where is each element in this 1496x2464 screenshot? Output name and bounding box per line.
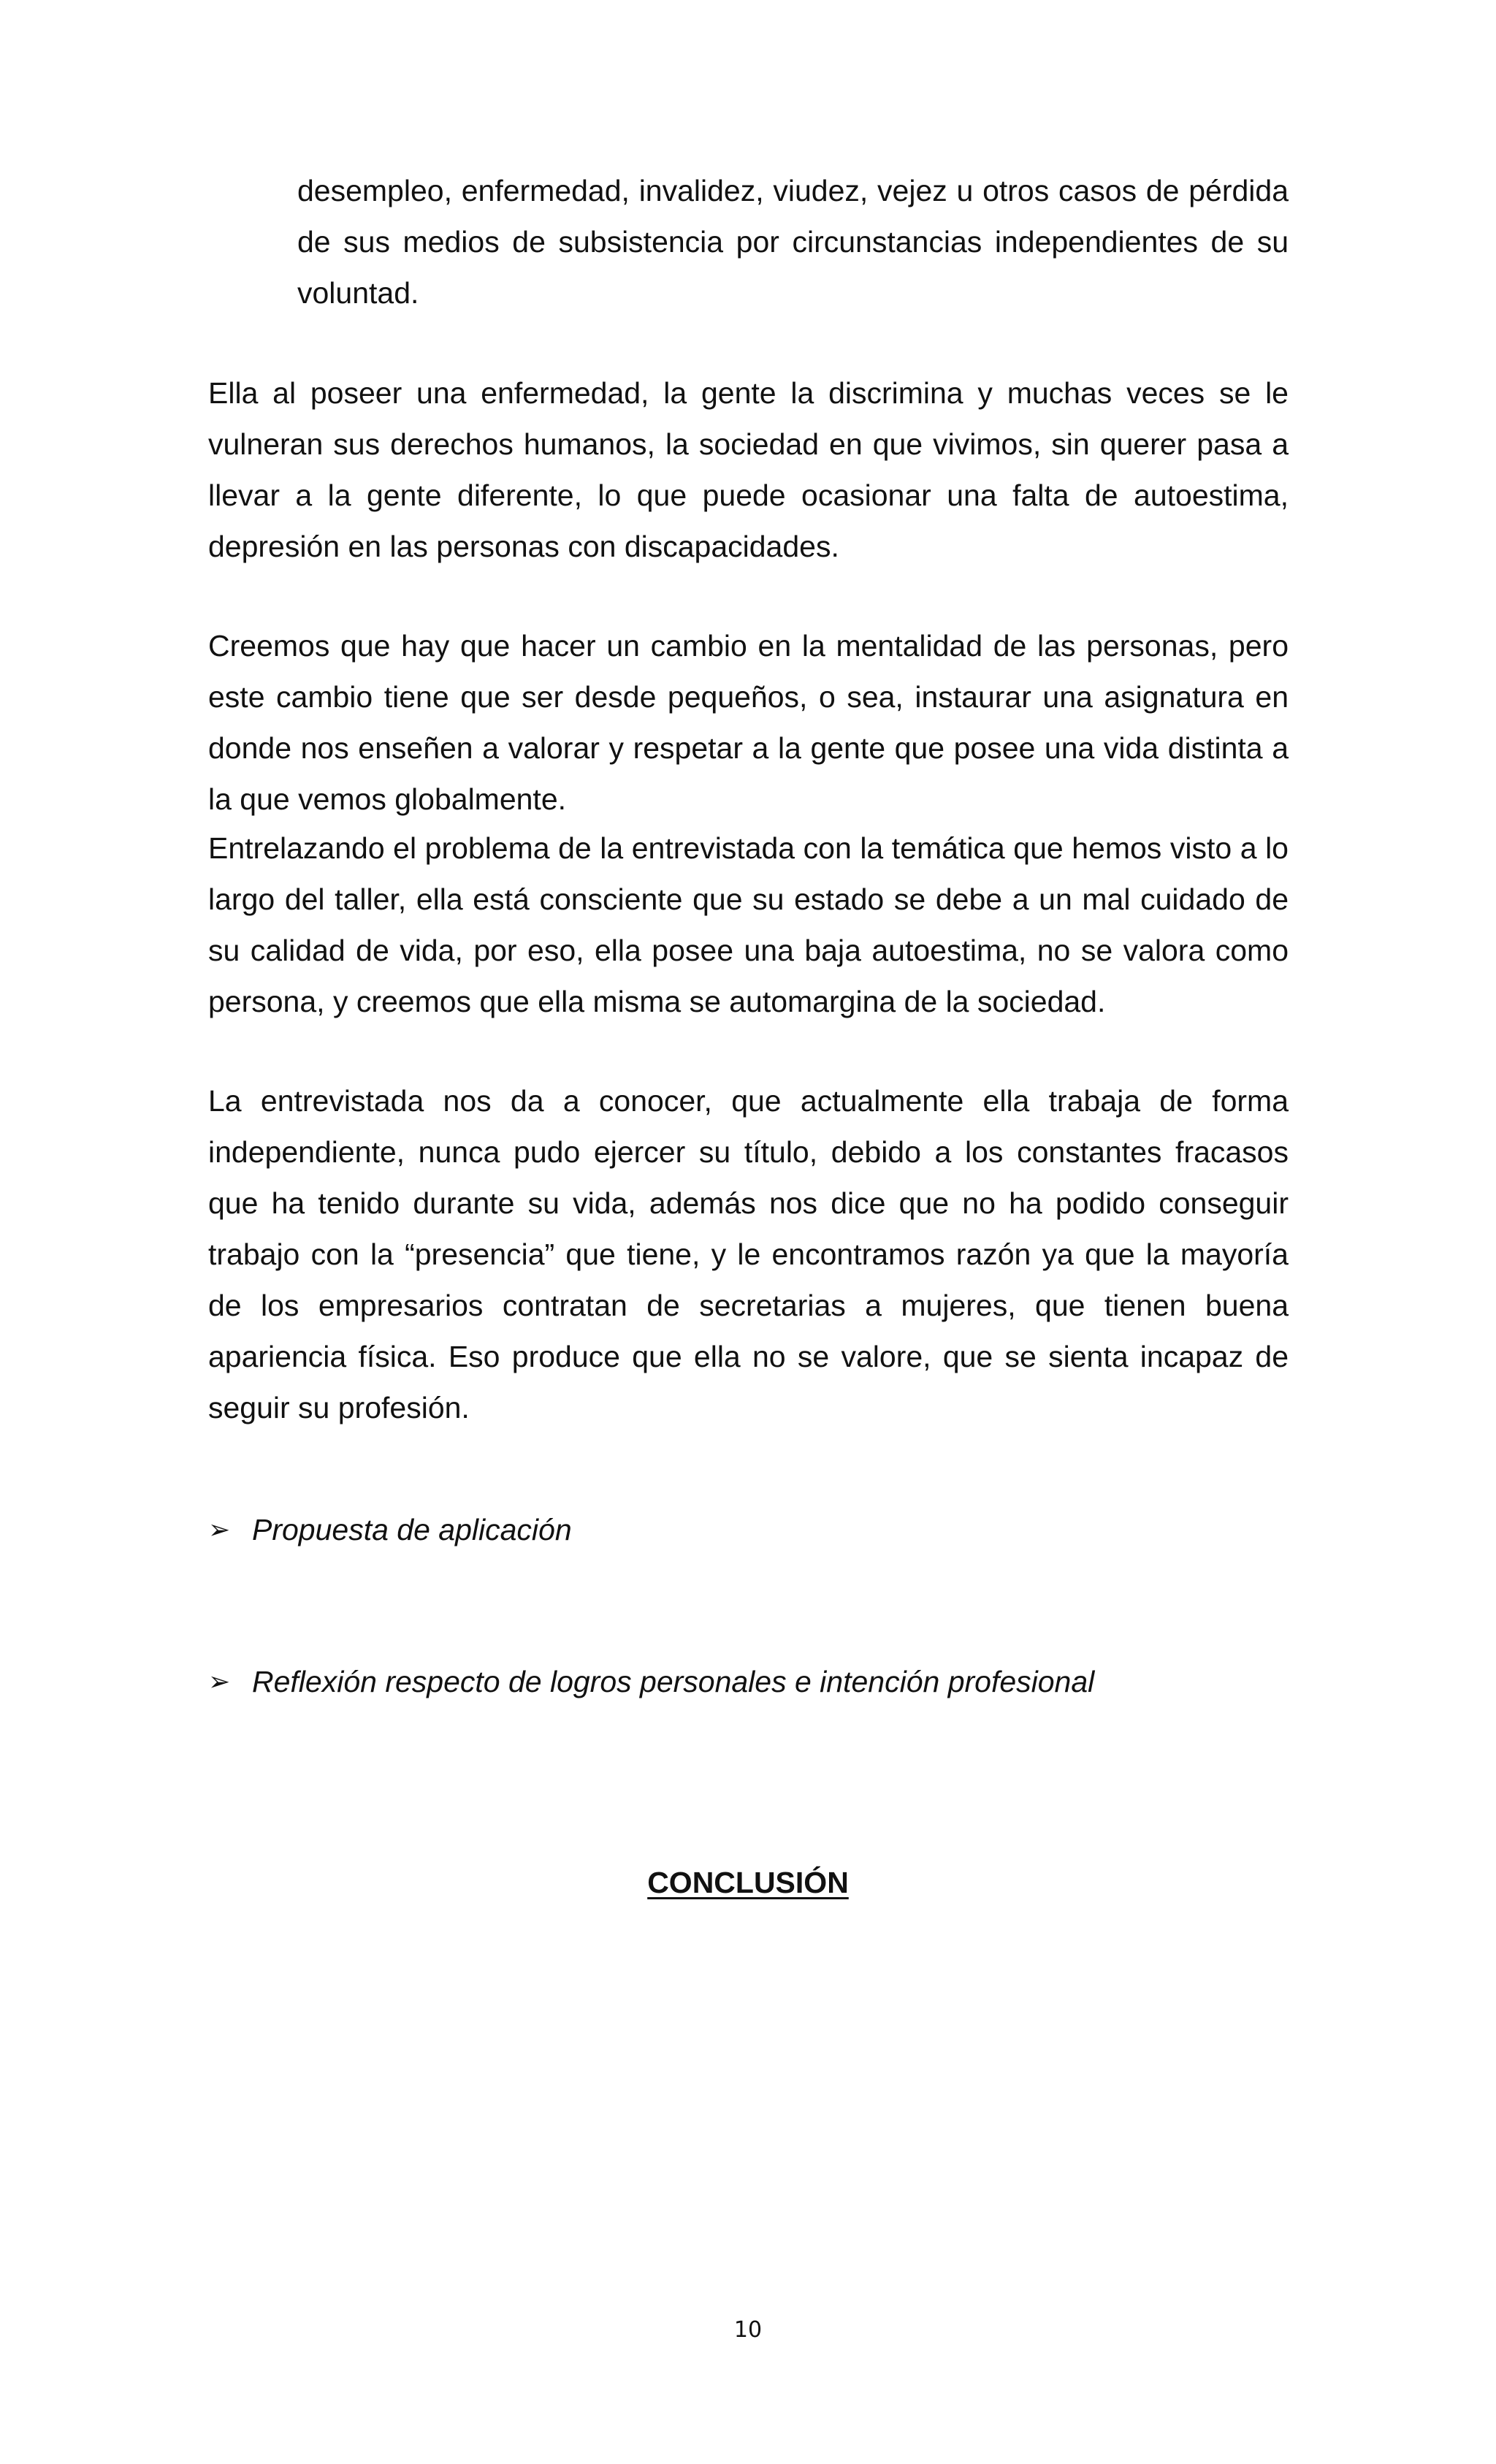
arrow-bullet-icon: ➢ [208, 1515, 231, 1545]
bullet-item-proposal [208, 1508, 572, 1552]
paragraph-quote-continuation: desempleo, enfermedad, invalidez, viudez, vejez u otros casos de pérdida de sus medios de subsistencia por circunstancias independientes de su voluntad. [297, 174, 1289, 310]
page-number: 10 [733, 2317, 763, 2343]
paragraph-discrimination: Ella al poseer una enfermedad, la gente la discrimina y muchas veces se le vulneran sus derechos humanos, la sociedad en que vivimos, sin querer pasa a llevar a la gente diferente, lo que puede ocasionar una falta de autoestima, depresión en las personas con discapacidades. [208, 376, 1289, 563]
arrow-bullet-icon: ➢ [208, 1667, 231, 1697]
section-heading-conclusion: CONCLUSIÓN [647, 1866, 849, 1899]
paragraph-interview-work: La entrevistada nos da a conocer, que actualmente ella trabaja de forma independiente, nunca pudo ejercer su título, debido a los constantes fracasos que ha tenido durante su vida, además nos dice que no ha podido conseguir trabajo con la “presencia” que tiene, y le encontramos razón ya que la mayoría de los empresarios contratan de secretarias a mujeres, que tienen buena apariencia física. Eso produce que ella no se valore, que se sienta incapaz de seguir su profesión. [208, 1084, 1289, 1424]
bullet-item-label: Propuesta de aplicación [252, 1513, 572, 1546]
bullet-item-label: Reflexión respecto de logros personales e intención profesional [252, 1665, 1095, 1698]
paragraph-interview-problem: Entrelazando el problema de la entrevistada con la temática que hemos visto a lo largo del taller, ella está consciente que su estado se debe a un mal cuidado de su calidad de vida, por eso, ella posee una baja autoestima, no se valora como persona, y creemos que ella misma se automargina de la sociedad. [208, 831, 1289, 1018]
paragraph-mentality-change: Creemos que hay que hacer un cambio en la mentalidad de las personas, pero este cambio tiene que ser desde pequeños, o sea, instaurar una asignatura en donde nos enseñen a valorar y respetar a la gente que posee una vida distinta a la que vemos globalmente. [208, 629, 1289, 816]
bullet-item-reflection [208, 1660, 1094, 1704]
